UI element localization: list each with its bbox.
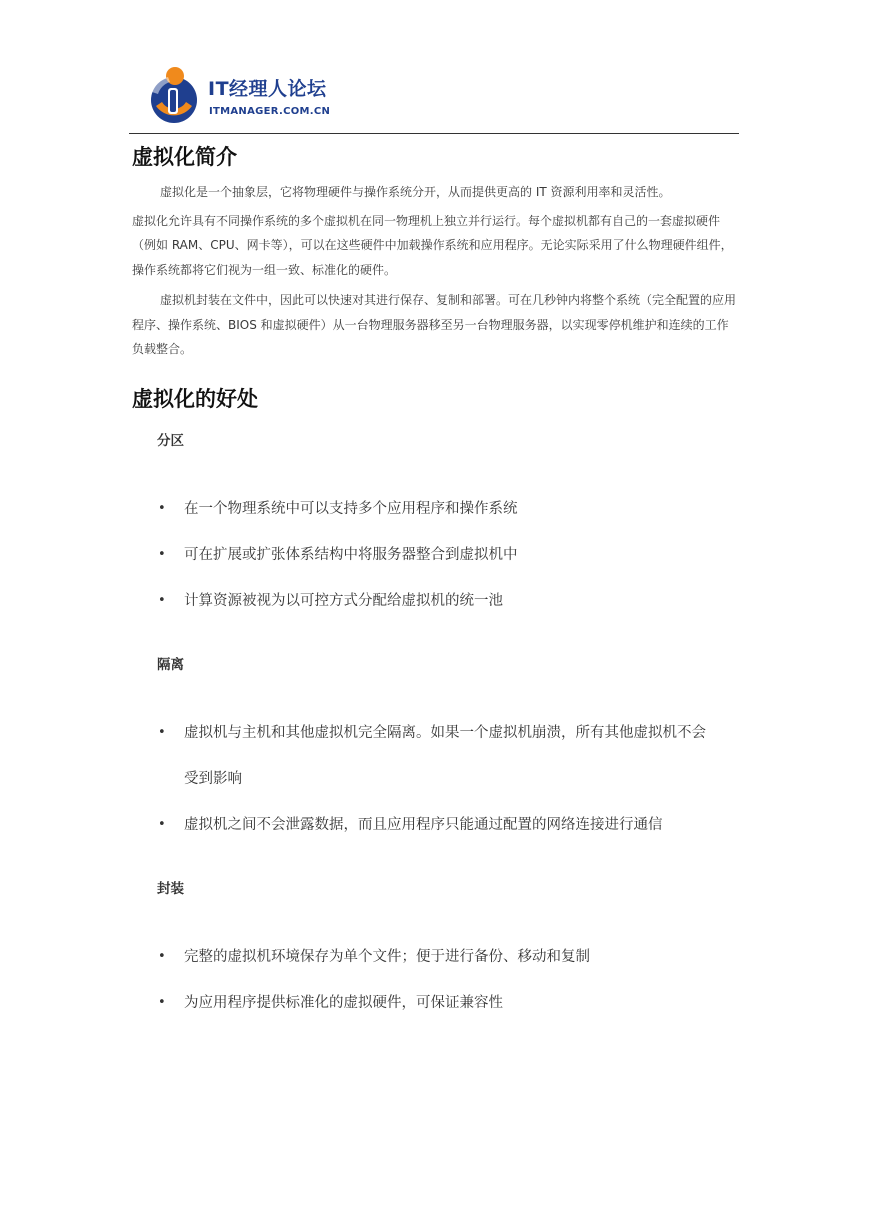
list-item xyxy=(132,934,738,980)
list-item-text: 计算资源被视为以可控方式分配给虚拟机的统一池 xyxy=(184,592,503,609)
list-item-text: 可在扩展或扩张体系结构中将服务器整合到虚拟机中 xyxy=(184,546,518,563)
bullet-icon: • xyxy=(158,994,166,1010)
list-item-text: 受到影响 xyxy=(184,770,242,787)
it-manager-logo-icon xyxy=(148,62,200,126)
list-item xyxy=(132,802,738,848)
subheading-isolation: 隔离 xyxy=(157,656,184,673)
bullet-icon: • xyxy=(158,724,166,740)
intro-paragraph-1: 虚拟化是一个抽象层，它将物理硬件与操作系统分开，从而提供更高的 IT 资源利用率和灵活性。 xyxy=(160,185,671,199)
list-item-text: 为应用程序提供标准化的虚拟硬件，可保证兼容性 xyxy=(184,994,503,1011)
list-item xyxy=(132,710,738,756)
list-item xyxy=(132,980,738,1026)
list-item xyxy=(132,532,738,578)
header-divider xyxy=(129,133,739,134)
bullet-icon: • xyxy=(158,546,166,562)
list-item xyxy=(132,486,738,532)
bullet-icon: • xyxy=(158,592,166,608)
document-body xyxy=(132,140,738,1026)
section-title-benefits: 虚拟化的好处 xyxy=(132,386,258,411)
list-item-continuation xyxy=(132,756,738,802)
isolation-list xyxy=(132,710,738,848)
logo-header xyxy=(148,60,368,130)
subheading-partition: 分区 xyxy=(157,432,184,449)
logo-subtitle: ITMANAGER.COM.CN xyxy=(209,106,331,117)
intro-paragraph-2: 虚拟化允许具有不同操作系统的多个虚拟机在同一物理机上独立并行运行。每个虚拟机都有自己的一套虚拟硬件（例如 RAM、CPU、网卡等），可以在这些硬件中加载操作系统和应用程序。无论实际采用了什么物理硬件组件，操作系统都将它们视为一组一致、标准化的硬件。 xyxy=(132,213,733,277)
bullet-icon: • xyxy=(158,816,166,832)
section-title-intro: 虚拟化简介 xyxy=(132,145,237,169)
list-item-text: 在一个物理系统中可以支持多个应用程序和操作系统 xyxy=(184,500,518,517)
logo-title: IT经理人论坛 xyxy=(208,78,327,100)
list-item-text: 虚拟机之间不会泄露数据，而且应用程序只能通过配置的网络连接进行通信 xyxy=(184,816,663,833)
subheading-encapsulation: 封装 xyxy=(157,880,184,897)
encapsulation-list xyxy=(132,934,738,1026)
list-item-text: 虚拟机与主机和其他虚拟机完全隔离。如果一个虚拟机崩溃，所有其他虚拟机不会 xyxy=(184,724,706,741)
bullet-icon: • xyxy=(158,948,166,964)
list-item xyxy=(132,578,738,624)
list-item-text: 完整的虚拟机环境保存为单个文件；便于进行备份、移动和复制 xyxy=(184,948,590,965)
intro-paragraph-3: 虚拟机封装在文件中，因此可以快速对其进行保存、复制和部署。可在几秒钟内将整个系统（完全配置的应用程序、操作系统、BIOS 和虚拟硬件）从一台物理服务器移至另一台物理服务器，以实现零停机维护和连续的工作负载整合。 xyxy=(132,293,737,356)
bullet-icon: • xyxy=(158,500,166,516)
partition-list xyxy=(132,486,738,624)
